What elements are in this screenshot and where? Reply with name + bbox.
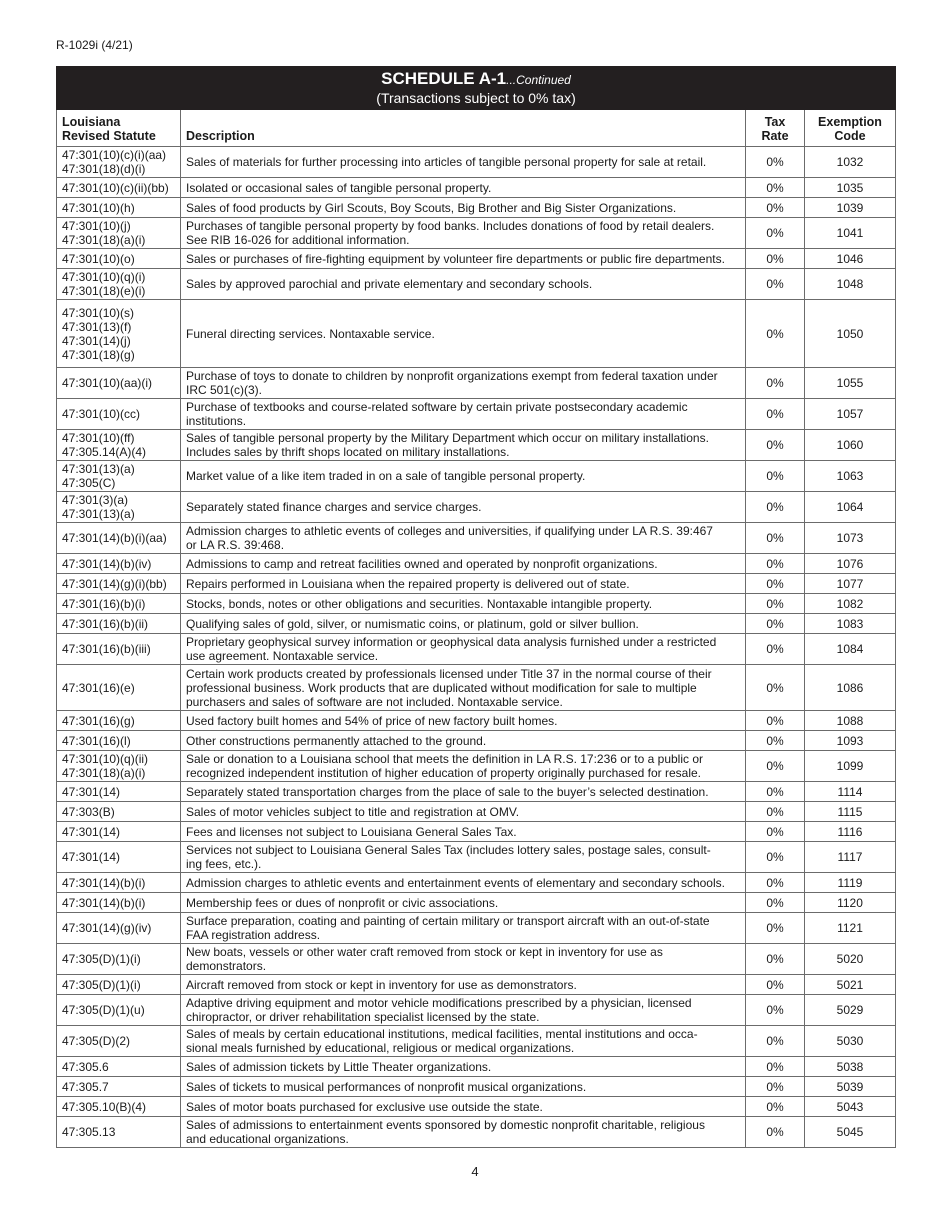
schedule-table <box>56 66 896 1148</box>
description-cell <box>181 249 746 269</box>
tax-rate-cell: 0% <box>746 1057 805 1077</box>
statute-line: 47:301(18)(e)(i) <box>62 284 146 298</box>
description-cell <box>181 523 746 554</box>
tax-rate-cell: 0% <box>746 368 805 399</box>
exemption-code-cell: 5043 <box>805 1097 896 1117</box>
exemption-code-cell: 1064 <box>805 492 896 523</box>
description-line: Qualifying sales of gold, silver, or numismatic coins, or platinum, gold or silver bullion. <box>186 616 639 631</box>
tax-rate-cell: 0% <box>746 822 805 842</box>
exemption-code-cell: 1083 <box>805 614 896 634</box>
statute-cell <box>57 178 181 198</box>
statute-cell <box>57 1117 181 1148</box>
exemption-code-cell: 1084 <box>805 634 896 665</box>
table-row <box>57 492 896 523</box>
table-row <box>57 1117 896 1148</box>
table-row <box>57 614 896 634</box>
exemption-code-cell: 1116 <box>805 822 896 842</box>
description-cell <box>181 430 746 461</box>
description-cell <box>181 995 746 1026</box>
statute-cell <box>57 399 181 430</box>
exemption-code-cell: 1120 <box>805 893 896 913</box>
description-line: or LA R.S. 39:468. <box>186 538 285 552</box>
table-row <box>57 461 896 492</box>
statute-cell <box>57 751 181 782</box>
statute-line: 47:305.13 <box>62 1125 116 1139</box>
description-line: New boats, vessels or other water craft removed from stock or kept in inventory for use as <box>186 945 663 959</box>
schedule-title-continued: ...Continued <box>506 73 571 87</box>
statute-line: 47:301(10)(o) <box>62 251 135 266</box>
statute-cell <box>57 711 181 731</box>
statute-cell <box>57 995 181 1026</box>
tax-rate-cell: 0% <box>746 975 805 995</box>
statute-cell <box>57 731 181 751</box>
tax-rate-cell: 0% <box>746 249 805 269</box>
description-cell <box>181 492 746 523</box>
table-row <box>57 975 896 995</box>
statute-line: 47:301(13)(a) <box>62 507 135 521</box>
exemption-code-cell: 1093 <box>805 731 896 751</box>
description-line: Separately stated finance charges and service charges. <box>186 500 482 514</box>
description-line: Adaptive driving equipment and motor vehicle modifications prescribed by a physician, licensed <box>186 996 692 1010</box>
description-cell <box>181 873 746 893</box>
description-line: Repairs performed in Louisiana when the repaired property is delivered out of state. <box>186 576 630 591</box>
description-line: Admissions to camp and retreat facilities owned and operated by nonprofit organizations. <box>186 556 658 571</box>
exemption-code-cell: 1082 <box>805 594 896 614</box>
statute-line: 47:301(18)(a)(i) <box>62 233 146 247</box>
description-line: Purchases of tangible personal property by food banks. Includes donations of food by retail dealers. <box>186 219 715 233</box>
statute-cell <box>57 430 181 461</box>
tax-rate-cell: 0% <box>746 461 805 492</box>
tax-rate-cell: 0% <box>746 1097 805 1117</box>
table-row <box>57 1026 896 1057</box>
description-cell <box>181 147 746 178</box>
table-row <box>57 873 896 893</box>
tax-rate-cell: 0% <box>746 842 805 873</box>
statute-line: 47:301(18)(a)(i) <box>62 766 146 780</box>
statute-line: 47:305.14(A)(4) <box>62 445 147 459</box>
description-line: Fees and licenses not subject to Louisiana General Sales Tax. <box>186 824 517 839</box>
description-cell <box>181 802 746 822</box>
statute-line: 47:301(16)(b)(iii) <box>62 642 151 656</box>
statute-line: 47:305.6 <box>62 1059 109 1074</box>
description-cell <box>181 711 746 731</box>
statute-line: 47:301(14)(b)(i)(aa) <box>62 531 167 545</box>
statute-cell <box>57 802 181 822</box>
tax-rate-cell: 0% <box>746 873 805 893</box>
table-row <box>57 665 896 711</box>
tax-rate-cell: 0% <box>746 893 805 913</box>
tax-rate-cell: 0% <box>746 574 805 594</box>
description-line: sional meals furnished by educational, religious or medical organizations. <box>186 1041 575 1055</box>
exemption-code-cell: 1046 <box>805 249 896 269</box>
statute-line: 47:305(D)(2) <box>62 1034 131 1048</box>
table-row <box>57 300 896 368</box>
description-line: IRC 501(c)(3). <box>186 383 263 397</box>
statute-line: 47:301(14) <box>62 784 121 799</box>
statute-cell <box>57 594 181 614</box>
table-row <box>57 368 896 399</box>
description-line: Sales of admissions to entertainment events sponsored by domestic nonprofit charitable, religious <box>186 1118 705 1132</box>
tax-rate-cell: 0% <box>746 523 805 554</box>
statute-cell <box>57 822 181 842</box>
tax-rate-cell: 0% <box>746 178 805 198</box>
description-line: Proprietary geophysical survey information or geophysical data analysis furnished under a restricted <box>186 635 717 649</box>
tax-rate-cell: 0% <box>746 147 805 178</box>
exemption-code-cell: 1099 <box>805 751 896 782</box>
statute-line: 47:301(14)(b)(i) <box>62 895 146 910</box>
table-row <box>57 430 896 461</box>
table-row <box>57 178 896 198</box>
statute-line: 47:301(10)(ff) <box>62 431 135 445</box>
exemption-code-cell: 1032 <box>805 147 896 178</box>
statute-cell <box>57 269 181 300</box>
exemption-code-cell: 1073 <box>805 523 896 554</box>
statute-cell <box>57 492 181 523</box>
column-header-row <box>57 110 896 147</box>
statute-cell <box>57 913 181 944</box>
exemption-code-cell: 1117 <box>805 842 896 873</box>
table-row <box>57 1057 896 1077</box>
exemption-code-cell: 1077 <box>805 574 896 594</box>
statute-cell <box>57 147 181 178</box>
description-line: Sales of admission tickets by Little Theater organizations. <box>186 1059 492 1074</box>
tax-rate-cell: 0% <box>746 665 805 711</box>
exemption-code-cell: 1050 <box>805 300 896 368</box>
statute-line: 47:301(3)(a) <box>62 493 129 507</box>
description-line: Aircraft removed from stock or kept in inventory for use as demonstrators. <box>186 977 577 992</box>
column-header-statute: Louisiana Revised Statute <box>57 110 181 147</box>
statute-cell <box>57 461 181 492</box>
statute-cell <box>57 944 181 975</box>
statute-line: 47:305(D)(1)(u) <box>62 1003 145 1017</box>
exemption-code-cell: 1035 <box>805 178 896 198</box>
exemption-code-cell: 1088 <box>805 711 896 731</box>
statute-cell <box>57 893 181 913</box>
table-row <box>57 782 896 802</box>
exemption-code-cell: 1115 <box>805 802 896 822</box>
exemption-code-cell: 1041 <box>805 218 896 249</box>
description-cell <box>181 368 746 399</box>
statute-line: 47:301(13)(a) <box>62 462 135 476</box>
table-row <box>57 802 896 822</box>
description-line: Stocks, bonds, notes or other obligations and securities. Nontaxable intangible property. <box>186 596 653 611</box>
description-line: Sales by approved parochial and private elementary and secondary schools. <box>186 277 593 291</box>
description-cell <box>181 842 746 873</box>
column-header-description: Description <box>181 110 746 147</box>
description-line: Sales of meals by certain educational institutions, medical facilities, mental institutions and occa- <box>186 1027 698 1041</box>
tax-rate-cell: 0% <box>746 711 805 731</box>
tax-rate-cell: 0% <box>746 1077 805 1097</box>
exemption-code-cell: 5030 <box>805 1026 896 1057</box>
statute-cell <box>57 1026 181 1057</box>
description-line: Membership fees or dues of nonprofit or civic associations. <box>186 895 499 910</box>
description-line: Includes sales by thrift shops located on military installations. <box>186 445 510 459</box>
table-row <box>57 944 896 975</box>
statute-line: 47:301(10)(c)(i)(aa) <box>62 148 167 162</box>
description-cell <box>181 1097 746 1117</box>
table-row <box>57 995 896 1026</box>
description-cell <box>181 198 746 218</box>
description-cell <box>181 574 746 594</box>
tax-rate-cell: 0% <box>746 430 805 461</box>
description-cell <box>181 822 746 842</box>
exemption-code-cell: 5039 <box>805 1077 896 1097</box>
exemption-code-cell: 5038 <box>805 1057 896 1077</box>
description-line: Sales of motor boats purchased for exclusive use outside the state. <box>186 1099 543 1114</box>
table-row <box>57 913 896 944</box>
description-line: Admission charges to athletic events and entertainment events of elementary and secondary schools. <box>186 875 725 890</box>
statute-cell <box>57 1057 181 1077</box>
exemption-code-cell: 1060 <box>805 430 896 461</box>
statute-line: 47:305(C) <box>62 476 116 490</box>
statute-line: 47:305(D)(1)(i) <box>62 977 141 992</box>
description-cell <box>181 1077 746 1097</box>
tax-rate-cell: 0% <box>746 492 805 523</box>
tax-rate-cell: 0% <box>746 399 805 430</box>
description-line: and educational organizations. <box>186 1132 349 1146</box>
description-cell <box>181 1117 746 1148</box>
tax-rate-cell: 0% <box>746 782 805 802</box>
description-line: Other constructions permanently attached to the ground. <box>186 733 487 748</box>
statute-line: 47:301(10)(q)(i) <box>62 270 146 284</box>
description-line: ing fees, etc.). <box>186 857 262 871</box>
column-header-tax-rate: Tax Rate <box>746 110 805 147</box>
statute-line: 47:301(10)(j) <box>62 219 131 233</box>
table-row <box>57 634 896 665</box>
description-line: Market value of a like item traded in on a sale of tangible personal property. <box>186 469 586 483</box>
statute-cell <box>57 873 181 893</box>
exemption-code-cell: 5045 <box>805 1117 896 1148</box>
exemption-code-cell: 1119 <box>805 873 896 893</box>
statute-cell <box>57 634 181 665</box>
exemption-code-cell: 1076 <box>805 554 896 574</box>
tax-rate-cell: 0% <box>746 218 805 249</box>
table-row <box>57 893 896 913</box>
statute-line: 47:301(14)(j) <box>62 333 131 348</box>
statute-line: 47:301(14) <box>62 824 121 839</box>
description-line: demonstrators. <box>186 959 267 973</box>
description-line: purchasers and sales of software are not included. Nontaxable service. <box>186 694 563 709</box>
schedule-banner <box>57 67 896 110</box>
description-line: Funeral directing services. Nontaxable service. <box>186 326 435 341</box>
statute-line: 47:301(14)(b)(iv) <box>62 556 152 571</box>
table-row <box>57 198 896 218</box>
exemption-code-cell: 1086 <box>805 665 896 711</box>
exemption-code-cell: 1055 <box>805 368 896 399</box>
description-line: See RIB 16-026 for additional information. <box>186 233 410 247</box>
exemption-code-cell: 1039 <box>805 198 896 218</box>
statute-line: 47:301(14)(g)(iv) <box>62 921 152 935</box>
description-line: Sales of materials for further processing into articles of tangible personal property for sale at retail. <box>186 155 707 169</box>
statute-cell <box>57 368 181 399</box>
description-line: Admission charges to athletic events of colleges and universities, if qualifying under LA R.S. 39:467 <box>186 524 713 538</box>
table-row <box>57 822 896 842</box>
description-cell <box>181 269 746 300</box>
exemption-code-cell: 1057 <box>805 399 896 430</box>
statute-line: 47:301(10)(q)(ii) <box>62 752 149 766</box>
exemption-code-cell: 5021 <box>805 975 896 995</box>
exemption-code-cell: 1121 <box>805 913 896 944</box>
tax-rate-cell: 0% <box>746 751 805 782</box>
statute-line: 47:301(16)(b)(i) <box>62 596 146 611</box>
tax-rate-cell: 0% <box>746 269 805 300</box>
schedule-title-main: SCHEDULE A-1 <box>381 69 507 88</box>
description-line: Purchase of textbooks and course-related software by certain private postsecondary academic <box>186 400 688 414</box>
table-row <box>57 711 896 731</box>
table-row <box>57 594 896 614</box>
description-cell <box>181 731 746 751</box>
description-cell <box>181 634 746 665</box>
form-id: R-1029i (4/21) <box>56 38 133 52</box>
statute-line: 47:301(14)(g)(i)(bb) <box>62 576 167 591</box>
description-cell <box>181 300 746 368</box>
statute-line: 47:301(10)(aa)(i) <box>62 376 153 390</box>
description-cell <box>181 944 746 975</box>
tax-rate-cell: 0% <box>746 300 805 368</box>
statute-line: 47:301(16)(l) <box>62 733 131 748</box>
table-row <box>57 399 896 430</box>
statute-cell <box>57 1097 181 1117</box>
description-cell <box>181 178 746 198</box>
statute-cell <box>57 782 181 802</box>
description-line: Used factory built homes and 54% of price of new factory built homes. <box>186 713 558 728</box>
table-row <box>57 731 896 751</box>
statute-line: 47:305(D)(1)(i) <box>62 952 141 966</box>
description-line: Certain work products created by professionals licensed under Title 37 in the normal course of their <box>186 666 712 681</box>
statute-cell <box>57 300 181 368</box>
description-line: recognized independent institution of higher education of property originally purchased for resale. <box>186 766 701 780</box>
statute-line: 47:301(10)(cc) <box>62 407 141 421</box>
statute-line: 47:305.7 <box>62 1079 109 1094</box>
tax-rate-cell: 0% <box>746 634 805 665</box>
description-cell <box>181 782 746 802</box>
statute-line: 47:301(14) <box>62 850 121 864</box>
description-line: chiropractor, or driver rehabilitation specialist licensed by the state. <box>186 1010 540 1024</box>
tax-rate-cell: 0% <box>746 1117 805 1148</box>
tax-rate-cell: 0% <box>746 198 805 218</box>
exemption-code-cell: 1048 <box>805 269 896 300</box>
tax-rate-cell: 0% <box>746 614 805 634</box>
description-cell <box>181 975 746 995</box>
statute-cell <box>57 218 181 249</box>
table-row <box>57 751 896 782</box>
tax-rate-cell: 0% <box>746 802 805 822</box>
table-row <box>57 269 896 300</box>
table-row <box>57 842 896 873</box>
exemption-code-cell: 1063 <box>805 461 896 492</box>
description-line: Isolated or occasional sales of tangible personal property. <box>186 180 492 195</box>
tax-rate-cell: 0% <box>746 554 805 574</box>
statute-cell <box>57 665 181 711</box>
table-row <box>57 249 896 269</box>
description-cell <box>181 614 746 634</box>
statute-line: 47:301(10)(h) <box>62 200 135 215</box>
tax-rate-cell: 0% <box>746 594 805 614</box>
statute-cell <box>57 523 181 554</box>
description-line: Surface preparation, coating and painting of certain military or transport aircraft with an out-of-state <box>186 914 710 928</box>
tax-rate-cell: 0% <box>746 731 805 751</box>
description-cell <box>181 1026 746 1057</box>
exemption-code-cell: 1114 <box>805 782 896 802</box>
description-line: professional business. Work products that are duplicated without modification for sale to multiple <box>186 680 697 695</box>
statute-cell <box>57 975 181 995</box>
table-row <box>57 218 896 249</box>
table-row <box>57 1077 896 1097</box>
description-line: institutions. <box>186 414 247 428</box>
schedule-rows <box>57 147 896 1148</box>
table-row <box>57 554 896 574</box>
statute-line: 47:301(16)(e) <box>62 680 135 695</box>
table-row <box>57 1097 896 1117</box>
description-line: Sales of tangible personal property by the Military Department which occur on military installations. <box>186 431 709 445</box>
statute-line: 47:301(10)(c)(ii)(bb) <box>62 180 169 195</box>
schedule-title <box>57 67 896 110</box>
exemption-code-cell: 5029 <box>805 995 896 1026</box>
description-cell <box>181 218 746 249</box>
description-line: use agreement. Nontaxable service. <box>186 649 379 663</box>
description-cell <box>181 594 746 614</box>
statute-line: 47:301(18)(d)(i) <box>62 162 146 176</box>
description-line: FAA registration address. <box>186 928 321 942</box>
statute-line: 47:301(14)(b)(i) <box>62 875 146 890</box>
statute-cell <box>57 1077 181 1097</box>
schedule-subtitle: (Transactions subject to 0% tax) <box>376 90 576 106</box>
page-number: 4 <box>471 1164 479 1179</box>
description-line: Sales or purchases of fire-fighting equipment by volunteer fire departments or public fire departments. <box>186 251 725 266</box>
statute-line: 47:301(16)(b)(ii) <box>62 616 149 631</box>
statute-cell <box>57 574 181 594</box>
statute-line: 47:305.10(B)(4) <box>62 1099 147 1114</box>
statute-line: 47:303(B) <box>62 804 115 819</box>
description-line: Sales of motor vehicles subject to title and registration at OMV. <box>186 804 520 819</box>
description-line: Sales of tickets to musical performances of nonprofit musical organizations. <box>186 1079 587 1094</box>
statute-cell <box>57 614 181 634</box>
statute-cell <box>57 842 181 873</box>
description-cell <box>181 913 746 944</box>
tax-rate-cell: 0% <box>746 995 805 1026</box>
statute-line: 47:301(10)(s) <box>62 305 135 320</box>
table-row <box>57 574 896 594</box>
description-cell <box>181 893 746 913</box>
description-line: Sale or donation to a Louisiana school that meets the definition in LA R.S. 17:236 or to a public or <box>186 752 704 766</box>
tax-rate-cell: 0% <box>746 944 805 975</box>
table-row <box>57 523 896 554</box>
description-cell <box>181 399 746 430</box>
table-row <box>57 147 896 178</box>
exemption-code-cell: 5020 <box>805 944 896 975</box>
statute-cell <box>57 554 181 574</box>
tax-rate-cell: 0% <box>746 1026 805 1057</box>
tax-rate-cell: 0% <box>746 913 805 944</box>
statute-cell <box>57 249 181 269</box>
statute-line: 47:301(18)(g) <box>62 347 135 362</box>
description-cell <box>181 554 746 574</box>
description-cell <box>181 1057 746 1077</box>
description-cell <box>181 751 746 782</box>
description-line: Purchase of toys to donate to children by nonprofit organizations exempt from federal taxation under <box>186 369 718 383</box>
statute-line: 47:301(16)(g) <box>62 713 135 728</box>
description-cell <box>181 461 746 492</box>
description-line: Sales of food products by Girl Scouts, Boy Scouts, Big Brother and Big Sister Organizations. <box>186 200 677 215</box>
description-cell <box>181 665 746 711</box>
statute-cell <box>57 198 181 218</box>
description-line: Separately stated transportation charges from the place of sale to the buyer’s selected destination. <box>186 784 709 799</box>
description-line: Services not subject to Louisiana General Sales Tax (includes lottery sales, postage sales, consult- <box>186 843 711 857</box>
statute-line: 47:301(13)(f) <box>62 319 132 334</box>
column-header-exemption-code: Exemption Code <box>805 110 896 147</box>
